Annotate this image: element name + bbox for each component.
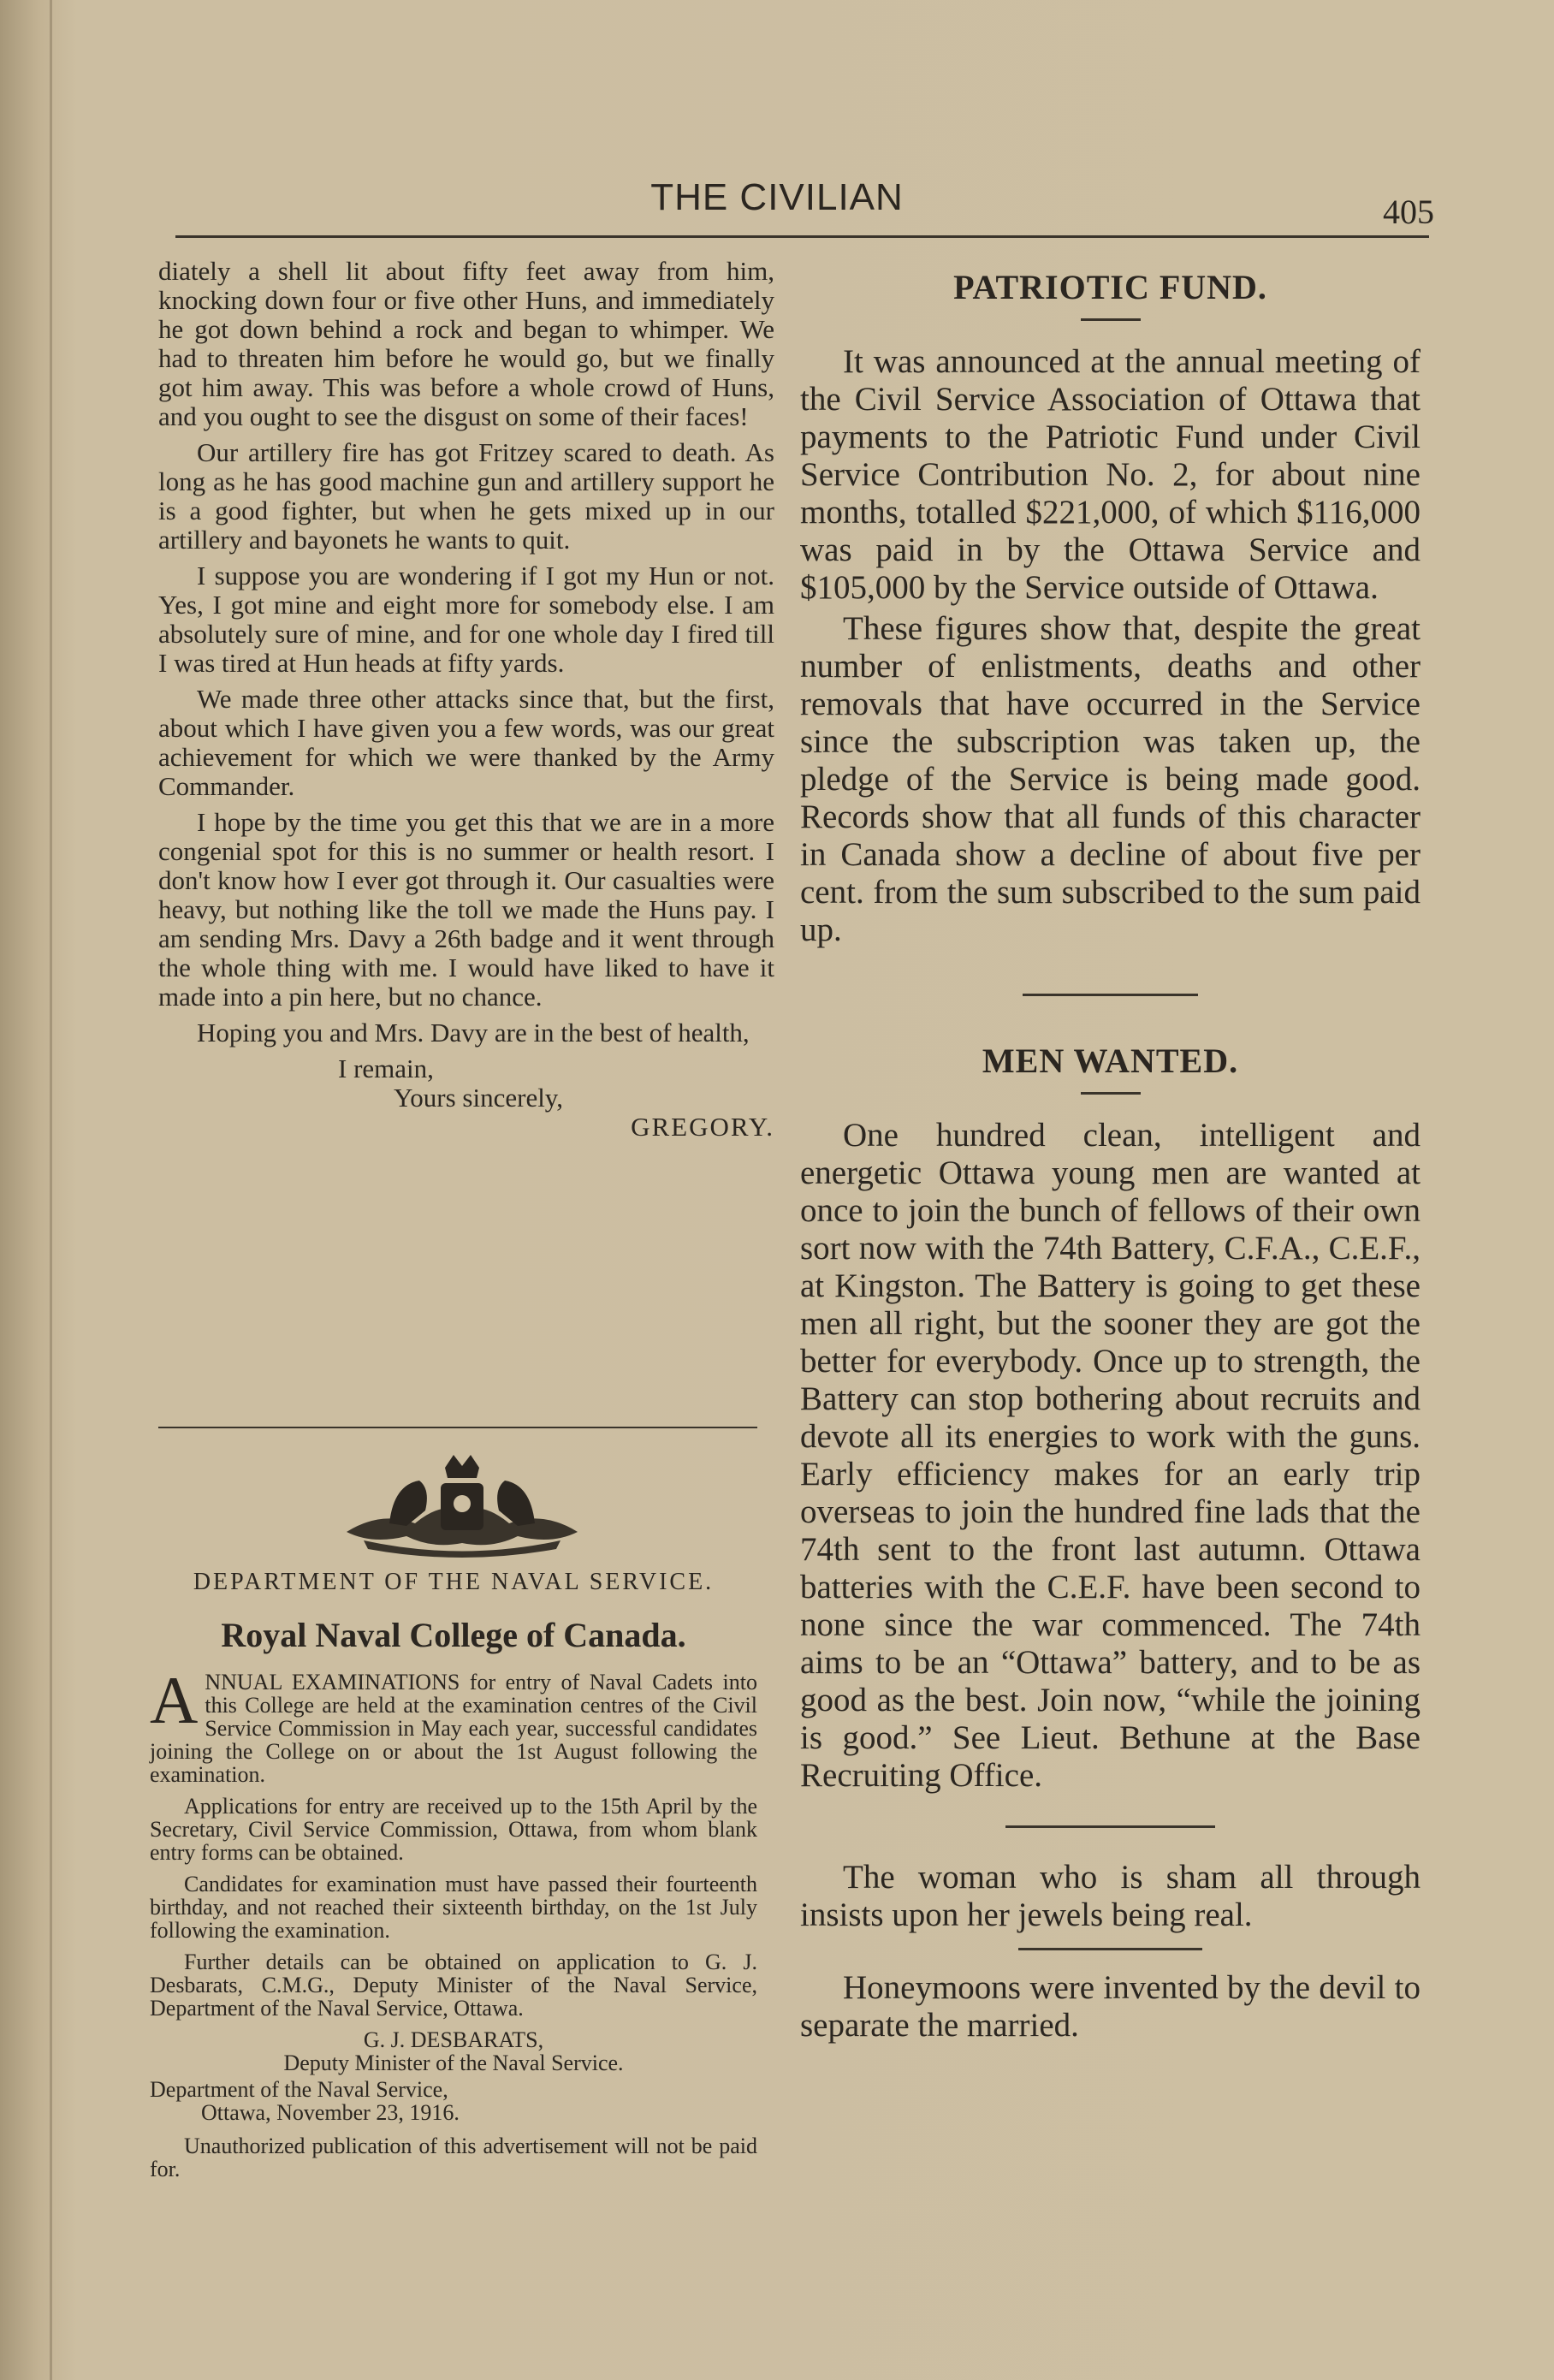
- letter-paragraph: I suppose you are wondering if I got my Hun or not. Yes, I got mine and eight more for somebody else. I am absolutely sure of mine, and for one whole day I fired till I was tired at Hun heads at fifty yards.: [158, 561, 774, 678]
- men-wanted-paragraph: One hundred clean, intelligent and energetic Ottawa young men are wanted at once to join the bunch of fellows of their own sort now with the 74th Battery, C.F.A., C.E.F., at Kingston. The Battery is going to get these men all right, but the sooner they are got the better for everybody. Once up to strength, the Battery can stop bothering about recruits and devote all its energies to work with the guns. Early efficiency makes for an early trip overseas to join the hundred fine lads that the 74th sent to the front last autumn. Ottawa batteries with the C.E.F. have been second to none since the war commenced. The 74th aims to be an “Ottawa” battery, and to be as good as the best. Join now, “while the joining is good.” See Lieut. Bethune at the Base Recruiting Office.: [800, 1117, 1421, 1794]
- ad-signer-name: G. J. DESBARATS,: [363, 2027, 544, 2052]
- patriotic-fund-paragraph: These figures show that, despite the great number of enlistments, deaths and other removals that have occurred in the Service since the subscription was taken up, the pledge of the Service is being made good. Records show that all funds of this character in Canada show a decline of about five per cent. from the sum subscribed to the sum paid up.: [800, 610, 1421, 948]
- section-divider: [1018, 1948, 1202, 1950]
- heading-rule: [1081, 1092, 1141, 1095]
- patriotic-fund-heading: PATRIOTIC FUND.: [953, 268, 1267, 306]
- ad-department: DEPARTMENT OF THE NAVAL SERVICE.: [193, 1569, 715, 1595]
- section-divider: [1023, 994, 1198, 996]
- drop-cap: A: [150, 1663, 199, 1737]
- ad-paragraph: Applications for entry are received up to the 15th April by the Secretary, Civil Service Commission, Ottawa, from whom blank entry forms can be obtained.: [150, 1794, 757, 1865]
- ad-dept-line: Department of the Naval Service,: [150, 2077, 448, 2102]
- men-wanted-heading: MEN WANTED.: [982, 1042, 1239, 1080]
- ad-signer-title: Deputy Minister of the Naval Service.: [283, 2051, 624, 2075]
- naval-college-advertisement: [150, 1562, 757, 2189]
- letter-paragraph: Our artillery fire has got Fritzey scared to death. As long as he has good machine gun and artillery support he is a good fighter, but when he gets mixed up in our artillery and bayonets he wants to quit.: [158, 437, 774, 555]
- ad-paragraph: [150, 1663, 757, 1787]
- heading-rule: [1081, 318, 1141, 321]
- ad-college-title: Royal Naval College of Canada.: [221, 1616, 686, 1654]
- letter-paragraph: I hope by the time you get this that we are in a more congenial spot for this is no summer or health resort. I don't know how I ever got through it. Our casualties were heavy, but nothing like the toll we made the Huns pay. I am sending Mrs. Davy a 26th badge and it went through the whole thing with me. I would have liked to have it made into a pin here, but no chance.: [158, 807, 774, 1012]
- ad-paragraph-text: NNUAL EXAMINATIONS for entry of Naval Cadets into this College are held at the examination centres of the Civil Service Commission in May each year, successful candidates joining the College on or about the 1st August following the examination.: [150, 1670, 757, 1787]
- royal-crest-icon: [329, 1451, 595, 1562]
- closing-yours: Yours sincerely,: [394, 1083, 564, 1113]
- page-number: 405: [1383, 193, 1434, 231]
- signature: GREGORY.: [631, 1112, 774, 1142]
- ad-note: Unauthorized publication of this advertisement will not be paid for.: [150, 2134, 757, 2181]
- ad-paragraph: Further details can be obtained on application to G. J. Desbarats, C.M.G., Deputy Minister of the Naval Service, Department of the Naval Service, Ottawa.: [150, 1950, 757, 2021]
- page-title: THE CIVILIAN: [650, 176, 904, 218]
- closing-remain: I remain,: [338, 1053, 434, 1083]
- header-rule: [175, 235, 1429, 238]
- right-column: [800, 257, 1421, 2048]
- closing-line: Hoping you and Mrs. Davy are in the best of health,: [197, 1018, 750, 1048]
- patriotic-fund-paragraph: It was announced at the annual meeting of the Civil Service Association of Ottawa that payments to the Patriotic Fund under Civil Service Contribution No. 2, for about nine months, totalled $221,000, of which $116,000 was paid in by the Ottawa Service and $105,000 by the Service outside of Ottawa.: [800, 343, 1421, 606]
- section-divider: [1005, 1825, 1215, 1828]
- letter-paragraph: We made three other attacks since that, but the first, about which I have given you a few words, was our great achievement for which we were thanked by the Army Commander.: [158, 684, 774, 801]
- ad-date-line: Ottawa, November 23, 1916.: [201, 2100, 460, 2125]
- filler-honeymoons: Honeymoons were invented by the devil to separate the married.: [800, 1969, 1421, 2044]
- section-divider: [158, 1427, 757, 1428]
- binding-gutter: [50, 0, 52, 2380]
- filler-woman: The woman who is sham all through insists upon her jewels being real.: [800, 1859, 1421, 1933]
- letter-closing: [158, 1018, 774, 1142]
- ad-paragraph: Candidates for examination must have passed their fourteenth birthday, and not reached their sixteenth birthday, on the 1st July following the examination.: [150, 1872, 757, 1943]
- letter-paragraph: diately a shell lit about fifty feet away from him, knocking down four or five other Huns, and immediately he got down behind a rock and began to whimper. We had to threaten him before he would go, but we finally got him away. This was before a whole crowd of Huns, and you ought to see the disgust on some of their faces!: [158, 256, 774, 431]
- letter-column: [158, 257, 774, 1142]
